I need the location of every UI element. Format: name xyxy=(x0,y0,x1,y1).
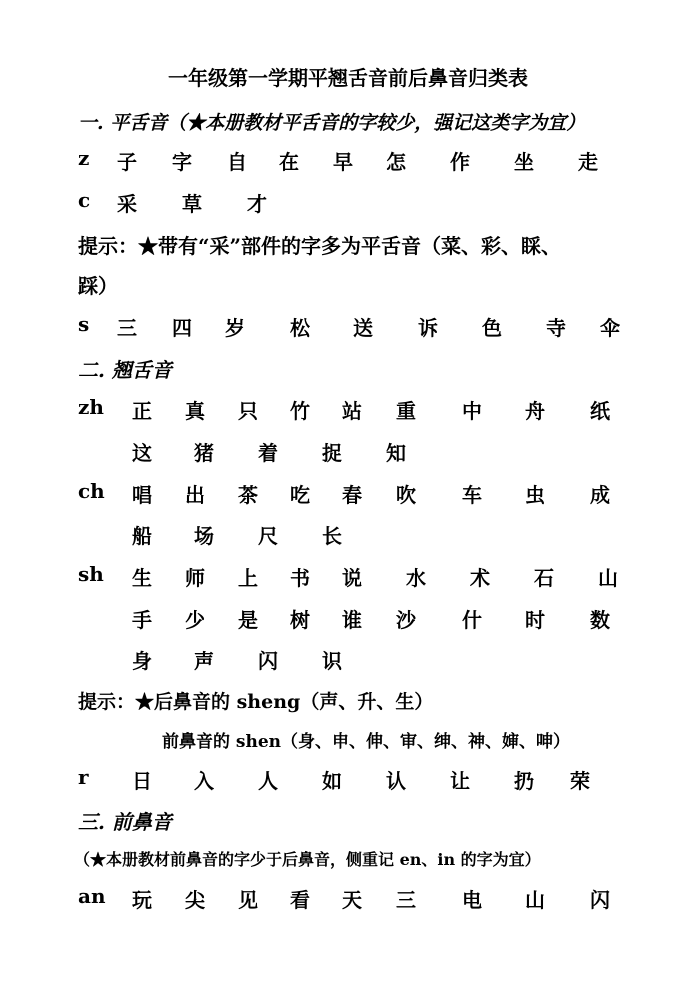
char: 舟 xyxy=(525,399,545,423)
char: 吹 xyxy=(396,483,416,507)
char: 出 xyxy=(185,483,205,507)
char: 这 xyxy=(132,441,152,465)
char: 重 xyxy=(396,399,416,423)
char: 正 xyxy=(132,399,152,423)
char: 长 xyxy=(322,524,342,548)
char: 闪 xyxy=(590,888,610,912)
char: 船 xyxy=(132,524,152,548)
tip-cai-cont: 踩） xyxy=(78,274,118,298)
char: 手 xyxy=(132,608,152,632)
char: 电 xyxy=(462,888,482,912)
row-r-label: r xyxy=(78,765,89,789)
char: 才 xyxy=(247,192,267,216)
row-sh-label: sh xyxy=(78,562,104,586)
row-an xyxy=(0,884,696,914)
row-sh-cont-2 xyxy=(0,645,696,675)
tip-shen: 前鼻音的 shen（身、申、伸、审、绅、神、婶、呻） xyxy=(162,732,571,752)
char: 真 xyxy=(185,399,205,423)
row-z-label: z xyxy=(78,146,90,170)
char: 尺 xyxy=(258,524,278,548)
char: 在 xyxy=(279,150,299,174)
section-3-heading: 三. 前鼻音 xyxy=(78,810,172,834)
row-s xyxy=(0,312,696,342)
row-c xyxy=(0,188,696,218)
char: 玩 xyxy=(132,888,152,912)
char: 师 xyxy=(185,566,205,590)
char: 猪 xyxy=(194,441,214,465)
char: 沙 xyxy=(396,608,416,632)
char: 如 xyxy=(322,769,342,793)
char: 车 xyxy=(462,483,482,507)
char: 荣 xyxy=(570,769,590,793)
char: 声 xyxy=(194,649,214,673)
char: 树 xyxy=(290,608,310,632)
char: 诉 xyxy=(418,316,438,340)
char: 自 xyxy=(227,150,247,174)
char: 子 xyxy=(117,150,137,174)
char: 时 xyxy=(525,608,545,632)
char: 三 xyxy=(396,888,416,912)
row-sh-cont xyxy=(0,604,696,634)
char: 春 xyxy=(342,483,362,507)
char: 山 xyxy=(598,566,618,590)
char: 走 xyxy=(578,150,598,174)
char: 唱 xyxy=(132,483,152,507)
char: 石 xyxy=(534,566,554,590)
row-r xyxy=(0,765,696,795)
char: 松 xyxy=(290,316,310,340)
char: 数 xyxy=(590,608,610,632)
row-zh-label: zh xyxy=(78,395,104,419)
char: 站 xyxy=(342,399,362,423)
char: 山 xyxy=(525,888,545,912)
row-ch-label: ch xyxy=(78,479,105,503)
row-s-label: s xyxy=(78,312,90,336)
char: 作 xyxy=(450,150,470,174)
char: 见 xyxy=(238,888,258,912)
tip-sheng: 提示：★后鼻音的 sheng（声、升、生） xyxy=(78,691,434,713)
char: 生 xyxy=(132,566,152,590)
char: 让 xyxy=(450,769,470,793)
char: 入 xyxy=(194,769,214,793)
char: 着 xyxy=(258,441,278,465)
char: 水 xyxy=(406,566,426,590)
char: 上 xyxy=(238,566,258,590)
char: 虫 xyxy=(525,483,545,507)
section-1-heading: 一. 平舌音（★本册教材平舌音的字较少，强记这类字为宜） xyxy=(78,112,586,134)
row-z xyxy=(0,146,696,176)
char: 怎 xyxy=(386,150,406,174)
char: 茶 xyxy=(238,483,258,507)
char: 闪 xyxy=(258,649,278,673)
row-sh xyxy=(0,562,696,592)
char: 三 xyxy=(117,316,137,340)
char: 四 xyxy=(172,316,192,340)
char: 纸 xyxy=(590,399,610,423)
char: 竹 xyxy=(290,399,310,423)
char: 场 xyxy=(194,524,214,548)
char: 坐 xyxy=(514,150,534,174)
char: 认 xyxy=(386,769,406,793)
char: 人 xyxy=(258,769,278,793)
char: 是 xyxy=(238,608,258,632)
char: 岁 xyxy=(225,316,245,340)
tip-cai: 提示：★带有“采”部件的字多为平舌音（菜、彩、睬、 xyxy=(78,234,562,258)
char: 送 xyxy=(353,316,373,340)
row-ch xyxy=(0,479,696,509)
char: 寺 xyxy=(546,316,566,340)
char: 看 xyxy=(290,888,310,912)
char: 谁 xyxy=(342,608,362,632)
row-zh xyxy=(0,395,696,425)
char: 中 xyxy=(462,399,482,423)
char: 字 xyxy=(172,150,192,174)
char: 什 xyxy=(462,608,482,632)
char: 捉 xyxy=(322,441,342,465)
char: 只 xyxy=(238,399,258,423)
row-c-label: c xyxy=(78,188,91,212)
row-ch-cont xyxy=(0,520,696,550)
char: 色 xyxy=(482,316,502,340)
char: 天 xyxy=(342,888,362,912)
char: 少 xyxy=(185,608,205,632)
section-2-heading: 二. 翘舌音 xyxy=(78,358,172,382)
char: 尖 xyxy=(185,888,205,912)
section-3-note: （★本册教材前鼻音的字少于后鼻音，侧重记 en、in 的字为宜） xyxy=(74,850,541,869)
char: 识 xyxy=(322,649,342,673)
char: 书 xyxy=(290,566,310,590)
page-title: 一年级第一学期平翘舌音前后鼻音归类表 xyxy=(168,66,528,90)
char: 扔 xyxy=(514,769,534,793)
char: 知 xyxy=(386,441,406,465)
row-zh-cont xyxy=(0,437,696,467)
char: 身 xyxy=(132,649,152,673)
row-an-label: an xyxy=(78,884,106,908)
char: 吃 xyxy=(290,483,310,507)
char: 早 xyxy=(333,150,353,174)
char: 说 xyxy=(342,566,362,590)
char: 伞 xyxy=(600,316,620,340)
char: 成 xyxy=(590,483,610,507)
char: 日 xyxy=(132,769,152,793)
char: 草 xyxy=(182,192,202,216)
char: 术 xyxy=(470,566,490,590)
char: 采 xyxy=(117,192,137,216)
